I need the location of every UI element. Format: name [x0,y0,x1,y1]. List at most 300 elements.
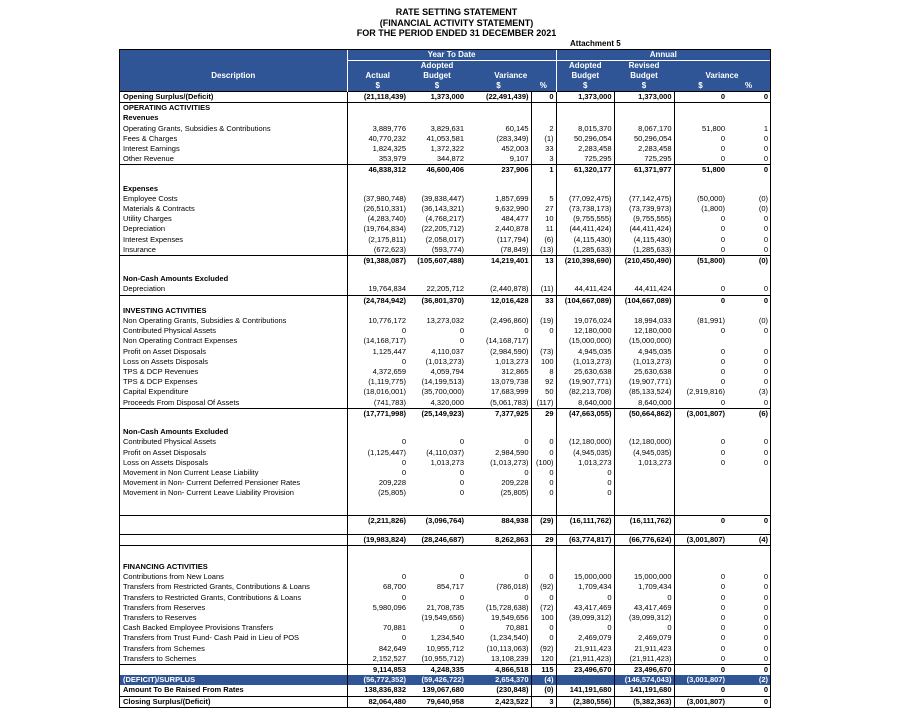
row-value [466,427,531,437]
row-description: Transfers to Schemes [123,653,197,663]
row-description: Proceeds From Disposal Of Assets [123,397,240,407]
row-value: (28,246,687) [408,534,466,545]
table-row [120,92,770,103]
row-value: 0 [763,437,768,447]
row-value [347,526,408,535]
table-row [120,488,770,498]
row-value [614,562,674,572]
row-value [727,103,770,114]
row-value [347,306,408,316]
row-value: 12,016,428 [466,295,531,306]
row-value: 1,709,434 [614,582,674,592]
row-value [347,184,408,194]
row-value: 0 [524,592,529,602]
row-value: 0 [531,92,556,103]
row-value: (50,664,862) [614,408,674,419]
row-value: 1,013,273 [556,458,614,468]
table-row [120,176,770,184]
row-description: Movement in Non- Current Deferred Pensioner Rates [123,478,301,488]
table-row [120,685,770,696]
row-value [614,427,674,437]
row-value: (24,784,942) [347,295,408,306]
header-budget-revised: Budget [614,71,674,81]
row-value [531,184,556,194]
row-value: 61,320,177 [556,165,614,176]
table-row [120,507,770,516]
row-value: 725,295 [556,154,614,165]
row-value: 0 [674,437,727,447]
row-value [727,488,770,498]
row-value: 41,053,581 [426,133,464,143]
table-row [120,554,770,562]
row-value: 884,938 [466,515,531,526]
row-value [614,526,674,535]
table-row [120,593,770,603]
row-value: 0 [459,572,464,582]
row-value: 0 [531,478,556,488]
row-value: 3,829,631 [430,123,464,133]
row-value: (6) [727,408,770,419]
rate-setting-table [120,50,770,708]
row-value [408,103,466,114]
table-row [120,306,770,316]
row-value: (19,549,656) [421,612,464,622]
row-value: 0 [674,448,727,458]
row-value: (14,199,513) [421,377,464,387]
row-value [408,176,466,184]
table-row [120,478,770,488]
row-value: (39,838,447) [421,193,464,203]
row-value: (4,945,035) [556,448,614,458]
row-value: 43,417,469 [614,603,674,613]
row-value: 842,649 [347,644,408,654]
row-value: 12,180,000 [556,326,614,336]
row-value: 0 [347,326,408,336]
row-value [674,176,727,184]
row-description: FINANCING ACTIVITIES [123,561,208,571]
row-value: 0 [763,234,768,244]
row-value: 0 [763,685,768,695]
row-value: 0 [674,572,727,582]
row-value [727,184,770,194]
table-row [120,387,770,397]
row-value: 2,283,458 [614,144,674,154]
row-value [674,103,727,114]
row-value: (2,380,556) [556,696,614,707]
row-value [408,306,466,316]
table-row [120,468,770,478]
row-value: (2,175,811) [347,235,408,245]
row-value: (210,398,690) [556,256,614,267]
row-value [674,554,727,562]
row-value: 353,979 [347,154,408,165]
row-value: (44,411,424) [556,224,614,234]
row-value [408,419,466,427]
row-value: 0 [674,603,727,613]
table-row [120,214,770,224]
row-value: 141,191,680 [556,685,614,696]
row-value: 0 [459,437,464,447]
row-value: (12,180,000) [614,437,674,447]
row-value: 0 [674,593,727,603]
row-value: 0 [763,326,768,336]
row-description: Contributed Physical Assets [123,326,216,336]
row-value: 8,640,000 [614,398,674,409]
row-description [120,419,347,427]
row-value: (15,000,000) [556,336,614,346]
row-value [727,306,770,316]
row-value: (36,143,321) [421,204,464,214]
row-value: 0 [674,613,727,623]
row-value [531,526,556,535]
row-value: 0 [674,154,727,165]
row-value [347,613,408,623]
row-value: 68,700 [347,582,408,592]
row-value: 0 [727,696,770,707]
row-value: 44,411,424 [614,284,674,295]
table-row [120,134,770,144]
row-value: (19,907,771) [614,377,674,387]
row-value: 0 [459,326,464,336]
row-value: 0 [727,295,770,306]
row-value: 0 [556,468,614,478]
row-value: (63,774,817) [556,534,614,545]
row-value: 4,866,518 [466,664,531,675]
row-value [674,113,727,123]
row-description: Transfers from Trust Fund- Cash Paid in Lieu of POS [123,633,300,643]
row-value: 2,654,370 [466,675,531,685]
row-value: 13,273,032 [426,316,464,326]
row-description [120,408,347,419]
row-value: 27 [531,204,556,214]
row-value: 312,865 [501,367,529,377]
row-value [614,554,674,562]
row-value [727,562,770,572]
table-row [120,562,770,572]
row-value: (4) [727,534,770,545]
row-value: (4,283,740) [347,214,408,224]
row-value [556,507,614,516]
row-description: Expenses [123,183,159,193]
row-value [674,545,727,554]
row-value: 13,108,239 [490,653,529,663]
row-value: (15,728,638) [485,602,529,612]
row-value: 1,857,699 [495,193,529,203]
row-value: (2,984,590) [490,346,529,356]
row-value: (1,285,633) [614,245,674,256]
table-row [120,103,770,114]
row-value: 29 [531,534,556,545]
header-description [120,50,347,61]
row-value: 0 [459,592,464,602]
row-value: (1) [531,134,556,144]
header-variance-ytd: Variance [466,71,556,81]
row-value [556,103,614,114]
row-value: (146,574,043) [614,675,674,685]
row-value: (12,180,000) [556,437,614,447]
row-value: (19,983,824) [347,534,408,545]
row-description: Movement in Non- Current Leave Liability Provision [123,488,294,498]
row-description: TPS & DCP Expenses [123,377,198,387]
table-row [120,274,770,284]
table-row [120,603,770,613]
row-value: 1,824,325 [347,144,408,154]
row-description: Cash Backed Employee Provisions Transfers [123,623,274,633]
row-value: (1,800) [674,204,727,214]
row-description: Transfers from Schemes [123,643,205,653]
row-value [556,419,614,427]
table-row [120,245,770,256]
row-value: 51,800 [674,124,727,134]
row-description [120,256,347,267]
row-value: 0 [763,367,768,377]
row-value: 0 [763,356,768,366]
row-value: (3,001,807) [674,534,727,545]
row-value: (19) [531,316,556,326]
row-value [466,526,531,535]
row-value: 9,107 [509,154,529,164]
row-value: (15,000,000) [614,336,674,346]
row-value: 70,881 [505,623,529,633]
row-value: 2,283,458 [556,144,614,154]
row-description: Contributions from New Loans [123,572,224,582]
row-value: 2,152,527 [347,654,408,665]
header-unit-actual: $ [347,81,408,92]
row-value: (4,110,037) [426,447,464,457]
row-value [466,499,531,507]
row-value: 18,994,033 [614,316,674,326]
row-value: 4,248,335 [408,664,466,675]
row-value: 4,945,035 [614,347,674,357]
row-value: 139,067,680 [422,685,464,695]
row-value: (0) [758,193,768,203]
table-row [120,654,770,665]
row-value: (14,168,717) [347,336,408,346]
row-value: 10,955,712 [426,643,464,653]
row-value: (56,772,352) [347,675,408,685]
row-value [727,507,770,516]
row-value: 854,717 [436,582,464,592]
row-value: 9,114,853 [347,664,408,675]
row-value: 15,000,000 [556,572,614,582]
row-description: Closing Surplus/(Deficit) [120,696,347,707]
row-value: (3,001,807) [674,696,727,707]
row-value: (50,000) [674,194,727,204]
row-value: 0 [674,224,727,234]
row-value: (19,907,771) [556,377,614,387]
row-value: 7,377,925 [466,408,531,419]
row-value [408,545,466,554]
row-value: 115 [531,664,556,675]
table-row [120,437,770,447]
table-row [120,458,770,468]
table-row [120,235,770,245]
row-value [674,274,727,284]
header-unit-revised: $ [614,81,674,92]
row-value: (16,111,762) [614,515,674,526]
row-value [727,113,770,123]
row-value: 40,770,232 [347,134,408,144]
table-row [120,165,770,176]
row-description: Capital Expenditure [123,387,189,397]
row-description [120,266,347,274]
table-row [120,675,770,685]
row-value: 1,234,540 [430,633,464,643]
row-value [466,562,531,572]
row-value: 0 [763,144,768,154]
row-value: (100) [531,458,556,468]
row-value [614,419,674,427]
row-value [556,306,614,316]
row-value: 0 [674,92,727,103]
row-value: 0 [531,633,556,643]
row-value [727,419,770,427]
row-value: 0 [763,602,768,612]
header-unit-percent-annual: % [727,81,770,92]
row-description: TPS & DCP Revenues [123,367,199,377]
row-value: 0 [674,235,727,245]
row-value: 0 [763,377,768,387]
row-value: 0 [531,326,556,336]
row-value: 120 [531,654,556,665]
row-description: Insurance [123,244,156,254]
row-value: (593,774) [431,244,464,254]
row-value [556,554,614,562]
row-value [531,419,556,427]
statement-title: RATE SETTING STATEMENT [395,7,518,17]
row-value: 0 [459,478,464,488]
row-value: 4,372,659 [347,367,408,377]
row-description: Non-Cash Amounts Excluded [123,274,229,284]
row-value: 33 [531,144,556,154]
row-value: (9,755,555) [614,214,674,224]
row-value [466,103,531,114]
row-value: (105,607,488) [408,256,466,267]
row-value [347,176,408,184]
row-value: (73) [531,347,556,357]
row-value: (5,382,363) [614,696,674,707]
row-value [614,103,674,114]
row-value: (3,096,764) [408,515,466,526]
row-value: 13 [531,256,556,267]
header-variance-annual-spacer [674,61,770,72]
row-value: (786,018) [496,582,529,592]
row-value [408,526,466,535]
row-value [727,468,770,478]
table-row [120,515,770,526]
row-value [347,419,408,427]
row-description: Other Revenue [123,154,174,164]
row-value [347,499,408,507]
row-value: (22,205,712) [421,224,464,234]
table-row [120,124,770,134]
row-value: 0 [347,437,408,447]
row-value: 209,228 [501,478,529,488]
row-value: 0 [524,326,529,336]
row-value: 22,205,712 [426,284,464,294]
row-value: 0 [556,488,614,498]
row-value: 0 [614,593,674,603]
row-value [408,499,466,507]
row-value [727,499,770,507]
row-value [614,468,674,478]
row-value: 0 [674,398,727,409]
row-value: (73,738,173) [556,204,614,214]
table-row [120,613,770,623]
row-value: 0 [674,685,727,696]
row-value: 209,228 [347,478,408,488]
row-description: Opening Surplus/(Deficit) [120,92,347,103]
row-value [531,306,556,316]
row-value [674,419,727,427]
row-value: 141,191,680 [614,685,674,696]
header-unit-adopted-annual: $ [556,81,614,92]
row-value: 1,013,273 [430,457,464,467]
row-value: 9,632,990 [495,204,529,214]
table-row [120,572,770,582]
row-value: 46,600,406 [408,165,466,176]
row-value: 8,262,863 [466,534,531,545]
row-value: 50 [531,387,556,397]
row-value: 0 [674,144,727,154]
row-value: 100 [531,357,556,367]
statement-period: FOR THE PERIOD ENDED 31 DECEMBER 2021 [356,28,557,38]
row-value: 0 [763,447,768,457]
row-value: 0 [763,214,768,224]
row-value: 17,683,999 [490,387,529,397]
row-value [614,113,674,123]
row-value: (85,133,524) [614,387,674,397]
row-value: 0 [727,515,770,526]
row-value: 0 [347,357,408,367]
row-value: 0 [556,593,614,603]
table-row [120,194,770,204]
header-adopted-ytd-top: Adopted [408,61,466,72]
row-value: (25,805) [500,488,529,498]
row-value: (4,115,430) [556,235,614,245]
table-row [120,448,770,458]
row-value: 0 [556,623,614,633]
row-value: (104,667,089) [556,295,614,306]
row-value [674,488,727,498]
row-value: 0 [763,612,768,622]
row-value: 0 [674,515,727,526]
row-value: (16,111,762) [556,515,614,526]
row-value: 4,945,035 [556,347,614,357]
table-row [120,113,770,123]
row-value: 0 [531,623,556,633]
row-value: 13,079,738 [490,377,529,387]
row-value: 8,015,370 [556,124,614,134]
row-value: (3,001,807) [674,408,727,419]
row-value: 2,469,079 [556,633,614,643]
row-value: 5,980,096 [347,603,408,613]
header-year-to-date: Year To Date [347,50,556,61]
row-value [727,427,770,437]
row-value: 0 [763,397,768,407]
row-description: Loss on Assets Disposals [123,457,209,467]
row-value: 0 [763,284,768,294]
row-value: 2 [531,124,556,134]
row-value [727,478,770,488]
table-row [120,284,770,295]
row-value [466,113,531,123]
table-row [120,224,770,234]
row-value: (47,663,055) [556,408,614,419]
row-value [674,478,727,488]
row-description: Utility Charges [123,214,172,224]
row-value: 0 [674,582,727,592]
